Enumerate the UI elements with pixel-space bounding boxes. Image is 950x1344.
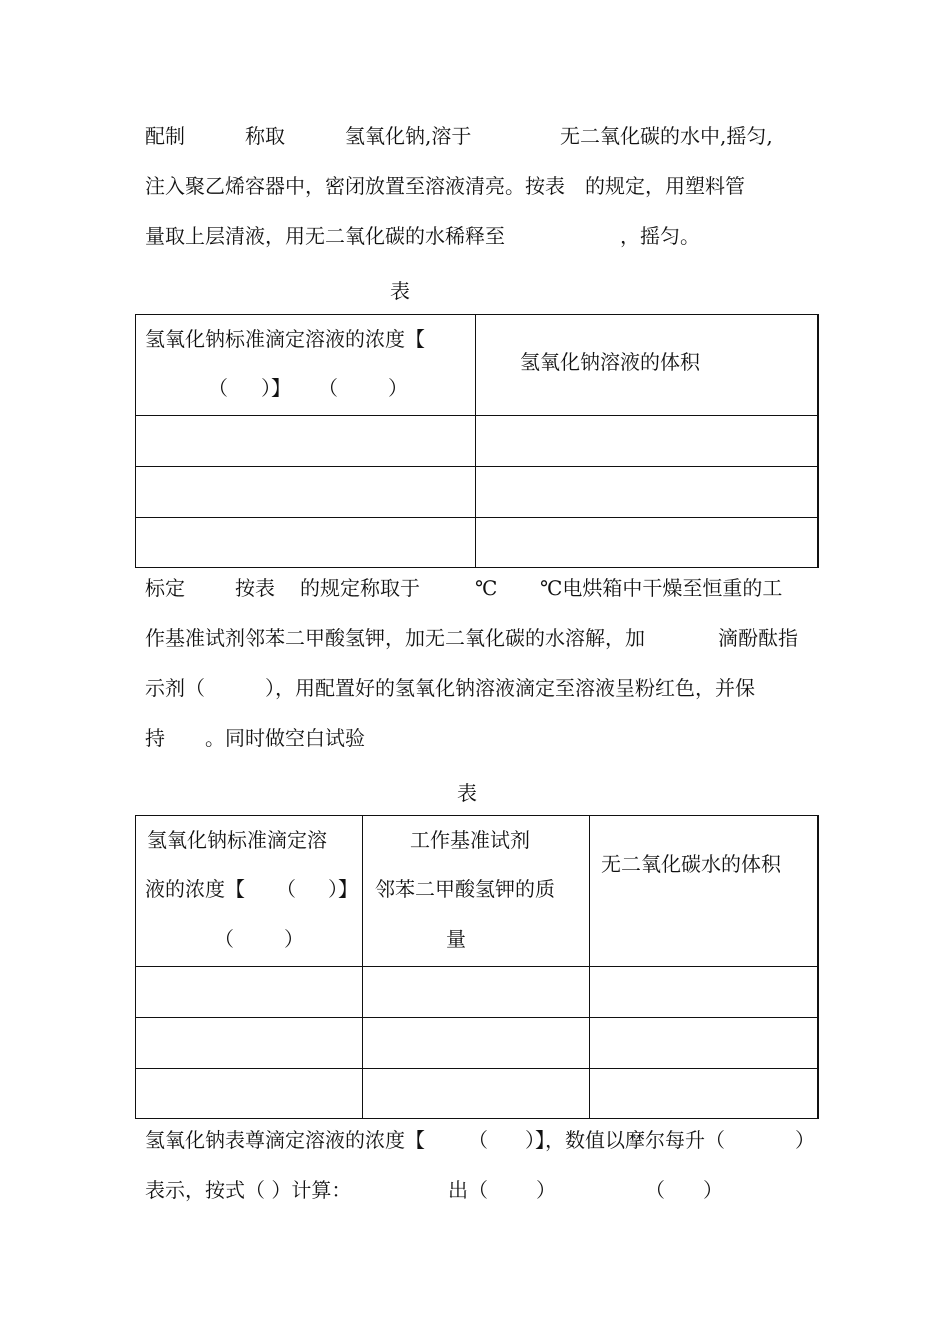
calibration-text: 作基准试剂邻苯二甲酸氢钾，加无二氧化碳的水溶解，加	[145, 626, 645, 650]
calibration-text: 示剂（ ），用配置好的氢氧化钠溶液滴定至溶液呈粉红色，并保	[145, 676, 755, 700]
conclusion-text: 出（	[448, 1178, 488, 1202]
intro-text: 注入聚乙烯容器中，密闭放置至溶液清亮。按表 的规定，用塑料管	[145, 174, 745, 198]
table2-header-row	[136, 816, 818, 967]
header-text: ）	[388, 376, 408, 400]
table-row	[136, 467, 818, 518]
intro-text: 氢氧化钠,溶于	[345, 124, 472, 148]
table-cell	[590, 967, 818, 1018]
table-cell	[476, 518, 818, 568]
table-row	[136, 518, 818, 568]
table-cell	[136, 518, 476, 568]
header-text: ）	[284, 927, 304, 951]
table1	[135, 314, 819, 568]
header-text: 量	[446, 927, 466, 951]
table2	[135, 815, 819, 1119]
table-row	[136, 1018, 818, 1069]
header-text: （	[276, 877, 296, 901]
calibration-text: 按表	[235, 576, 275, 600]
header-text: ）】	[261, 376, 291, 400]
table-row	[136, 967, 818, 1018]
intro-text: 量取上层清液，用无二氧化碳的水稀释至	[145, 224, 505, 248]
table-row	[136, 1069, 818, 1119]
table-row	[136, 416, 818, 467]
table2-header-volume	[590, 816, 818, 967]
calibration-text: 标定	[145, 576, 185, 600]
table-cell	[590, 1069, 818, 1119]
table-cell	[363, 1018, 590, 1069]
conclusion-text: 表示，按式（ ）计算：	[145, 1178, 352, 1202]
header-text: 邻苯二甲酸氢钾的质	[375, 877, 555, 901]
header-text: 氢氧化钠溶液的体积	[520, 350, 700, 374]
calibration-text: 滴酚酞指	[718, 626, 798, 650]
table1-header-volume	[476, 315, 818, 416]
table-cell	[363, 967, 590, 1018]
table-cell	[590, 1018, 818, 1069]
table1-caption: 表	[390, 279, 410, 303]
conclusion-text: ）	[703, 1178, 723, 1202]
table-cell	[476, 467, 818, 518]
header-text: （	[214, 927, 234, 951]
table1-header-concentration	[136, 315, 476, 416]
conclusion-text: ）	[536, 1178, 556, 1202]
header-text: 氢氧化钠标准滴定溶	[147, 828, 327, 852]
table2-caption: 表	[457, 781, 477, 805]
calibration-text: ℃	[475, 576, 498, 600]
intro-text: 称取	[245, 124, 285, 148]
intro-text: 无二氧化碳的水中,摇匀,	[560, 124, 773, 148]
table1-header-row	[136, 315, 818, 416]
calibration-text: 的规定称取于	[300, 576, 420, 600]
calibration-text: 持	[145, 726, 165, 750]
table-cell	[476, 416, 818, 467]
conclusion-text: （	[645, 1178, 665, 1202]
table-cell	[363, 1069, 590, 1119]
table-cell	[136, 467, 476, 518]
intro-text: 配制	[145, 124, 185, 148]
header-text: 工作基准试剂	[410, 828, 530, 852]
calibration-text: 。同时做空白试验	[205, 726, 365, 750]
table-cell	[136, 416, 476, 467]
header-text: （	[208, 376, 228, 400]
header-text: ）】	[328, 877, 358, 901]
table-cell	[136, 1018, 363, 1069]
table2-header-concentration	[136, 816, 363, 967]
table-cell	[136, 967, 363, 1018]
table2-header-mass	[363, 816, 590, 967]
header-text: 液的浓度【	[145, 877, 245, 901]
table-cell	[136, 1069, 363, 1119]
conclusion-text: （	[468, 1128, 488, 1152]
intro-text: ，摇匀。	[620, 224, 700, 248]
header-text: 氢氧化钠标准滴定溶液的浓度【	[145, 327, 425, 351]
header-text: （	[318, 376, 338, 400]
conclusion-text: ）	[795, 1128, 815, 1152]
header-text: 无二氧化碳水的体积	[601, 852, 781, 876]
conclusion-text: 氢氧化钠表尊滴定溶液的浓度【	[145, 1128, 425, 1152]
calibration-text: ℃电烘箱中干燥至恒重的工	[540, 576, 783, 600]
conclusion-text: ）】，数值以摩尔每升（	[525, 1128, 725, 1152]
